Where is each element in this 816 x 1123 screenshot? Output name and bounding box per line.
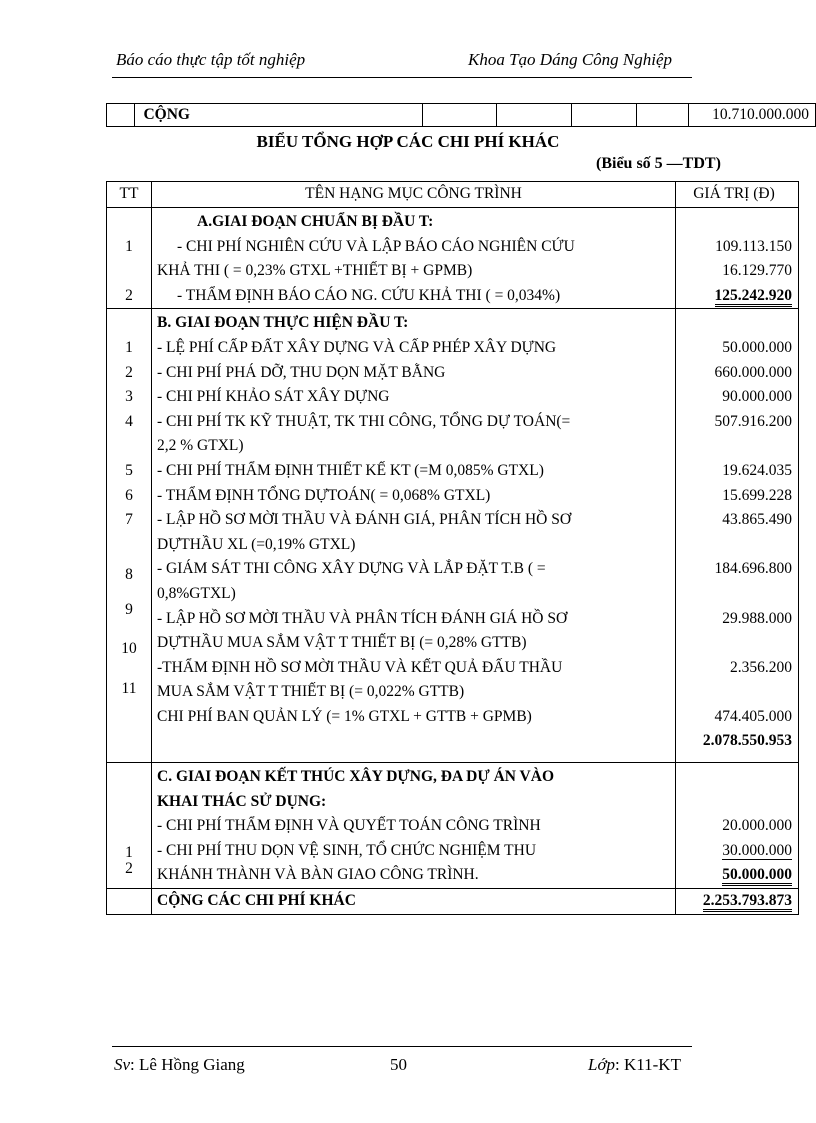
section-b-title: B. GIAI ĐOẠN THỰC HIỆN ĐẦU T: — [157, 314, 409, 332]
section-c-title: C. GIAI ĐOẠN KẾT THÚC XÂY DỰNG, ĐA DỰ ÁN VÀO — [157, 768, 554, 786]
table-subtitle: (Biểu số 5 —TDT) — [596, 155, 721, 172]
section-line: - CHI PHÍ THẨM ĐỊNH THIẾT KẾ KT (=M 0,085% GTXL) — [157, 461, 544, 479]
section-c-row — [107, 763, 799, 889]
section-a-title: A.GIAI ĐOẠN CHUẨN BỊ ĐẦU T: — [197, 213, 434, 230]
section-line: - THẨM ĐỊNH TỔNG DỰTOÁN( = 0,068% GTXL) — [157, 486, 491, 504]
previous-total-label: CỘNG — [135, 104, 423, 127]
footer-class-name: : K11-KT — [615, 1055, 681, 1074]
grand-total-value: 2.253.793.873 — [703, 892, 792, 912]
header-right: Khoa Tạo Dáng Công Nghiệp — [468, 50, 673, 69]
cost-value: 19.624.035 — [722, 461, 792, 479]
tt-number: 3 — [125, 388, 133, 406]
section-line: - CHI PHÍ PHÁ DỠ, THU DỌN MẶT BẰNG — [157, 363, 446, 381]
tt-number: 9 — [125, 600, 133, 618]
tt-number: 8 — [125, 566, 133, 584]
table-title: BIỂU TỔNG HỢP CÁC CHI PHÍ KHÁC — [256, 132, 560, 151]
section-line: - CHI PHÍ THẨM ĐỊNH VÀ QUYẾT TOÁN CÔNG TRÌNH — [157, 817, 541, 835]
section-line: KHẢ THI ( = 0,23% GTXL +THIẾT BỊ + GPMB) — [157, 262, 473, 280]
page-number: 50 — [390, 1055, 407, 1074]
cost-value: 20.000.000 — [722, 817, 792, 835]
section-line: DỰTHẦU MUA SẮM VẬT T THIẾT BỊ (= 0,28% GTTB) — [157, 634, 527, 652]
section-line: - CHI PHÍ KHẢO SÁT XÂY DỰNG — [157, 388, 390, 406]
footer-student — [114, 1055, 245, 1075]
tt-number: 7 — [125, 511, 133, 529]
tt-number: 2 — [125, 286, 133, 304]
cost-value: 109.113.150 — [715, 237, 792, 255]
grand-total-row — [107, 889, 799, 915]
tt-number: 2 — [125, 859, 133, 877]
cost-value: 50.000.000 — [722, 338, 792, 356]
tt-number: 11 — [121, 680, 137, 698]
previous-table-total — [106, 103, 816, 127]
section-line: - THẨM ĐỊNH BÁO CÁO NG. CỨU KHẢ THI ( = 0,034%) — [177, 286, 561, 304]
section-line: - CHI PHÍ TK KỸ THUẬT, TK THI CÔNG, TỔNG DỰ TOÁN(= — [157, 412, 571, 430]
section-b-total: 2.078.550.953 — [702, 732, 792, 750]
cost-value: 90.000.000 — [722, 388, 792, 406]
cost-value: 184.696.800 — [714, 560, 792, 578]
header-divider — [112, 77, 692, 78]
section-line: - LẬP HỒ SƠ MỜI THẦU VÀ ĐÁNH GIÁ, PHÂN TÍCH HỒ SƠ — [157, 511, 572, 529]
footer-student-prefix: Sv — [114, 1055, 131, 1074]
column-header-tt: TT — [107, 182, 152, 208]
footer-student-name: : Lê Hồng Giang — [130, 1055, 245, 1074]
tt-number: 2 — [125, 363, 133, 381]
tt-number: 4 — [125, 412, 133, 430]
section-line: - LẬP HỒ SƠ MỜI THẦU VÀ PHÂN TÍCH ĐÁNH GIÁ HỒ SƠ — [157, 609, 568, 627]
section-line: CHI PHÍ BAN QUẢN LÝ (= 1% GTXL + GTTB + GPMB) — [157, 707, 532, 725]
cost-value: 507.916.200 — [714, 412, 792, 430]
tt-number: 5 — [125, 461, 133, 479]
table-header-row — [107, 182, 799, 208]
section-line: -THẨM ĐỊNH HỒ SƠ MỜI THẦU VÀ KẾT QUẢ ĐẤU THẦU — [157, 658, 563, 676]
footer-class — [588, 1055, 681, 1075]
section-b-row — [107, 309, 799, 763]
section-line: - CHI PHÍ NGHIÊN CỨU VÀ LẬP BÁO CÁO NGHIÊN CỨU — [177, 237, 575, 255]
section-line: KHÁNH THÀNH VÀ BÀN GIAO CÔNG TRÌNH. — [157, 866, 479, 884]
tt-number: 10 — [121, 639, 137, 657]
previous-total-value: 10.710.000.000 — [689, 104, 816, 127]
cost-value: 2.356.200 — [730, 658, 792, 676]
tt-number: 1 — [125, 338, 133, 356]
tt-number: 6 — [125, 486, 133, 504]
section-line: MUA SẮM VẬT T THIẾT BỊ (= 0,022% GTTB) — [157, 683, 465, 701]
footer-class-prefix: Lớp — [588, 1055, 616, 1074]
column-header-value: GIÁ TRỊ (Đ) — [676, 182, 799, 208]
column-header-name: TÊN HẠNG MỤC CÔNG TRÌNH — [152, 182, 676, 208]
section-c-title-cont: KHAI THÁC SỬ DỤNG: — [157, 792, 327, 810]
section-line: 0,8%GTXL) — [157, 584, 236, 602]
grand-total-label: CỘNG CÁC CHI PHÍ KHÁC — [152, 889, 676, 915]
other-costs-table — [106, 181, 799, 915]
section-line: - CHI PHÍ THU DỌN VỆ SINH, TỔ CHỨC NGHIỆM THU — [157, 841, 537, 859]
tt-number: 1 — [125, 237, 133, 255]
tt-number: 1 — [125, 843, 133, 861]
section-a-row — [107, 208, 799, 309]
cost-value: 29.988.000 — [722, 609, 792, 627]
section-line: 2,2 % GTXL) — [157, 437, 244, 455]
cost-value: 43.865.490 — [722, 511, 792, 529]
cost-value: 30.000.000 — [722, 841, 792, 859]
section-line: - LỆ PHÍ CẤP ĐẤT XÂY DỰNG VÀ CẤP PHÉP XÂY DỰNG — [157, 338, 557, 356]
section-line: - GIÁM SÁT THI CÔNG XÂY DỰNG VÀ LẮP ĐẶT T.B ( = — [157, 560, 546, 578]
footer-divider — [112, 1046, 692, 1047]
cost-value: 16.129.770 — [722, 262, 792, 280]
section-a-total: 125.242.920 — [715, 287, 793, 307]
cost-value: 660.000.000 — [714, 363, 792, 381]
section-c-total: 50.000.000 — [722, 866, 792, 886]
cost-value: 15.699.228 — [722, 486, 792, 504]
header-left: Báo cáo thực tập tốt nghiệp — [116, 50, 306, 69]
section-line: DỰTHẦU XL (=0,19% GTXL) — [157, 535, 356, 553]
cost-value: 474.405.000 — [714, 707, 792, 725]
